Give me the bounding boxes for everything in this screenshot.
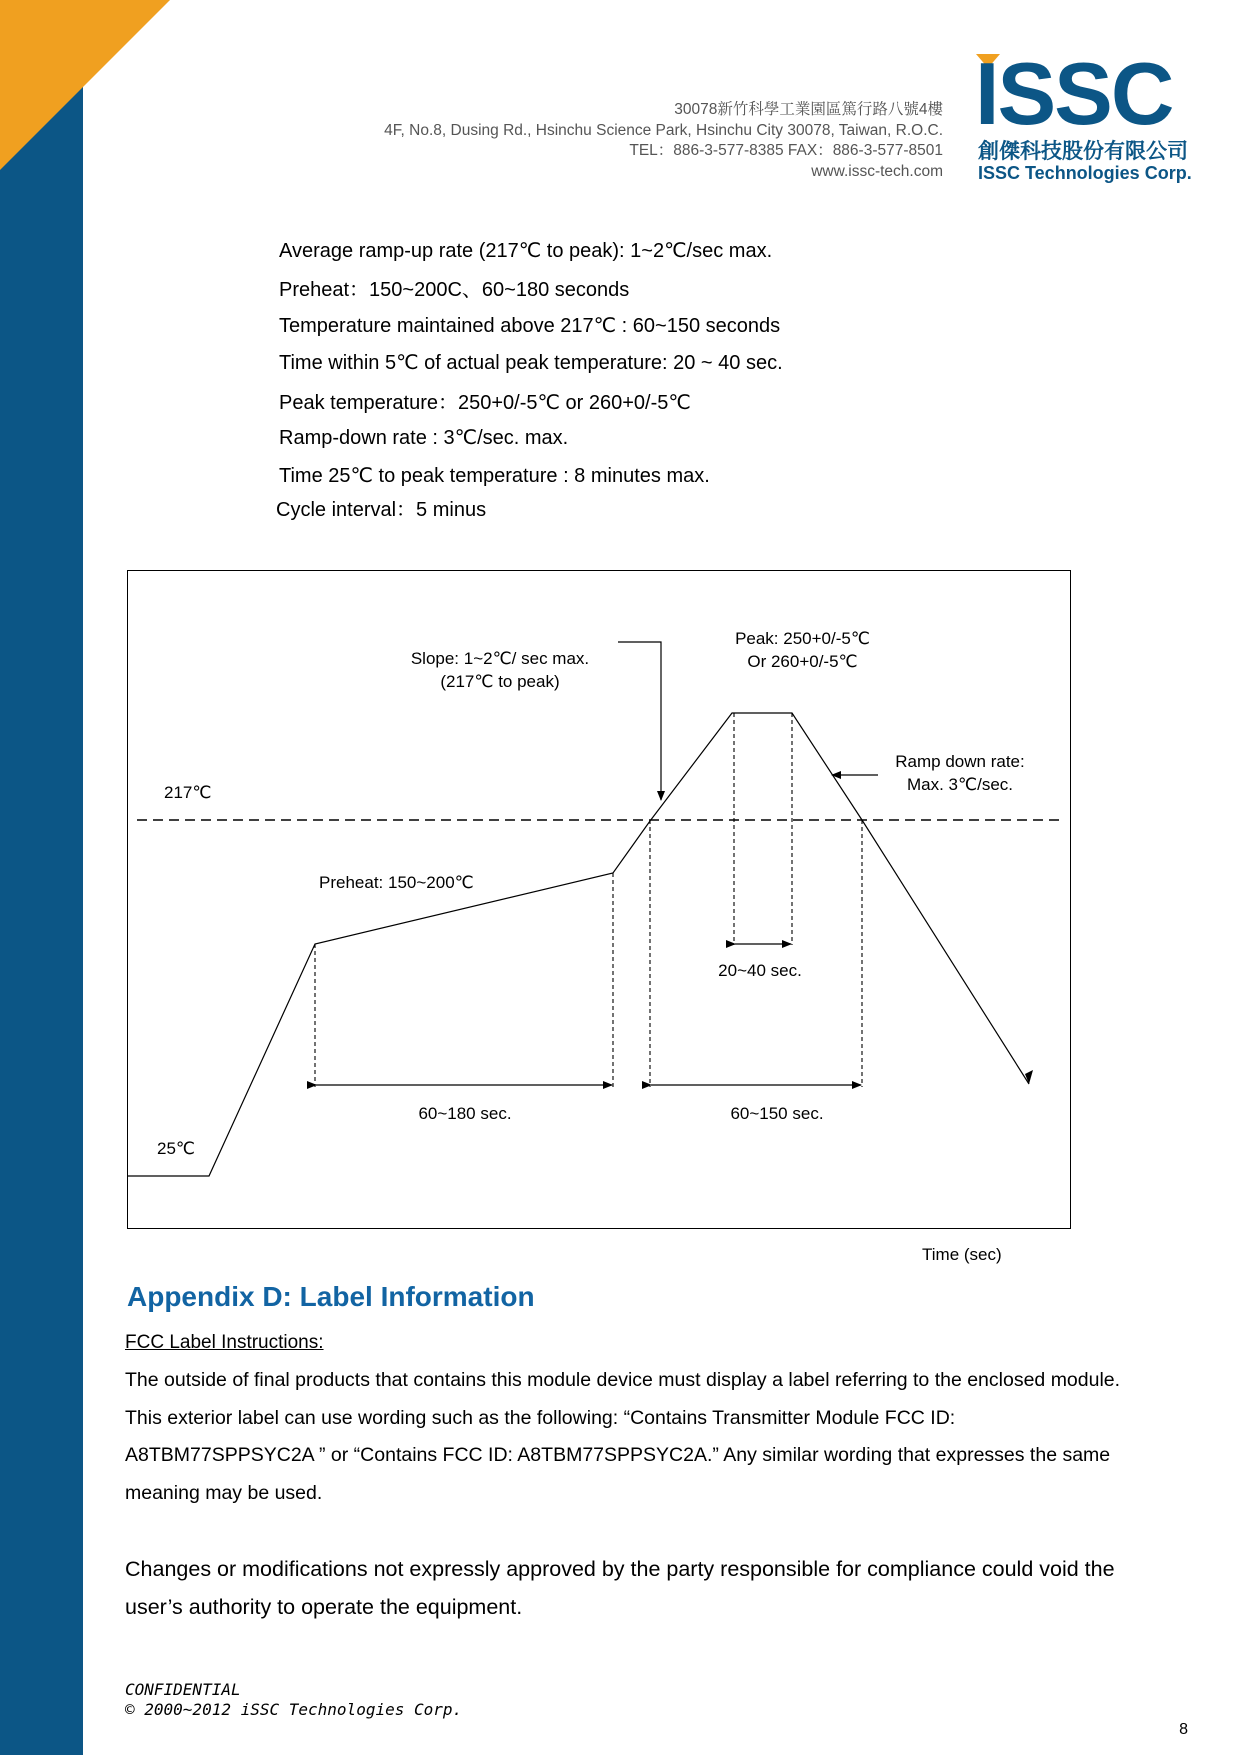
slope-label-line1: Slope: 1~2℃/ sec max. [410, 649, 590, 668]
fcc-label-subheading: FCC Label Instructions: [125, 1332, 324, 1353]
logo-company-english: ISSC Technologies Corp. [978, 163, 1192, 183]
profile-end-arrow [1025, 1070, 1033, 1084]
peak-label-line2: Or 260+0/-5℃ [747, 652, 858, 671]
spec-peak-window: Time within 5℃ of actual peak temperature: 20 ~ 40 sec. [279, 352, 783, 374]
spec-ramp-down: Ramp-down rate : 3℃/sec. max. [279, 427, 569, 449]
spec-above-217: Temperature maintained above 217℃ : 60~150 seconds [279, 315, 781, 337]
peak-annotation [700, 627, 905, 673]
confidential-label: CONFIDENTIAL [125, 1680, 241, 1699]
paragraph-line: A8TBM77SPPSYC2A ” or “Contains FCC ID: A8TBM77SPPSYC2A.” Any similar wording that expresses the same [125, 1444, 1111, 1466]
spec-time-to-peak: Time 25℃ to peak temperature : 8 minutes max. [279, 465, 710, 487]
peak-label-line1: Peak: 250+0/-5℃ [735, 629, 870, 648]
rampdown-label-line1: Ramp down rate: [895, 752, 1025, 771]
address-english: 4F, No.8, Dusing Rd., Hsinchu Science Park, Hsinchu City 30078, Taiwan, R.O.C. [384, 121, 943, 139]
appendix-d-heading: Appendix D: Label Information [127, 1281, 535, 1312]
rampdown-label-line2: Max. 3℃/sec. [906, 775, 1013, 794]
above217-window-label: 60~150 sec. [730, 1104, 824, 1123]
logo-company-chinese: 創傑科技股份有限公司 [978, 140, 1188, 163]
spec-ramp-up: Average ramp-up rate (217℃ to peak): 1~2℃/sec max. [279, 240, 773, 262]
preheat-window-label: 60~180 sec. [418, 1104, 512, 1123]
address-chinese: 30078新竹科學工業園區篤行路八號4樓 [674, 101, 943, 118]
peak-window-label: 20~40 sec. [718, 961, 802, 980]
spec-preheat: Preheat：150~200C、60~180 seconds [279, 279, 630, 301]
spec-cycle-interval: Cycle interval：5 minus [276, 499, 487, 521]
preheat-label: Preheat: 150~200℃ [319, 873, 474, 892]
tick-label-217: 217℃ [164, 783, 212, 802]
phone-fax: TEL：886-3-577-8385 FAX：886-3-577-8501 [629, 142, 943, 159]
tick-label-25: 25℃ [157, 1139, 196, 1158]
paragraph-line: Changes or modifications not expressly approved by the party responsible for compliance could void the [125, 1557, 1115, 1581]
paragraph-line: meaning may be used. [125, 1481, 323, 1504]
fcc-label-paragraph [125, 1362, 1195, 1512]
paragraph-line: This exterior label can use wording such as the following: “Contains Transmitter Module FCC ID: [125, 1406, 956, 1429]
page-number: 8 [1179, 1721, 1188, 1738]
paragraph-line: The outside of final products that contains this module device must display a label referring to the enclosed module. [125, 1369, 1121, 1391]
copyright-notice: © 2000~2012 iSSC Technologies Corp. [125, 1700, 463, 1719]
guide-lines [315, 713, 862, 1087]
x-axis-label: Time (sec) [922, 1245, 1002, 1264]
paragraph-line: user’s authority to operate the equipment. [125, 1594, 523, 1619]
spec-peak-temp: Peak temperature：250+0/-5℃ or 260+0/-5℃ [279, 392, 691, 414]
modifications-warning-paragraph [125, 1551, 1195, 1626]
website: www.issc-tech.com [811, 162, 943, 180]
issc-logo: ISSC [975, 44, 1173, 143]
footer [125, 1680, 462, 1720]
slope-label-line2: (217℃ to peak) [440, 672, 560, 691]
slope-annotation [385, 647, 615, 693]
rampdown-annotation [875, 750, 1045, 796]
slope-callout-arrow [618, 642, 661, 800]
